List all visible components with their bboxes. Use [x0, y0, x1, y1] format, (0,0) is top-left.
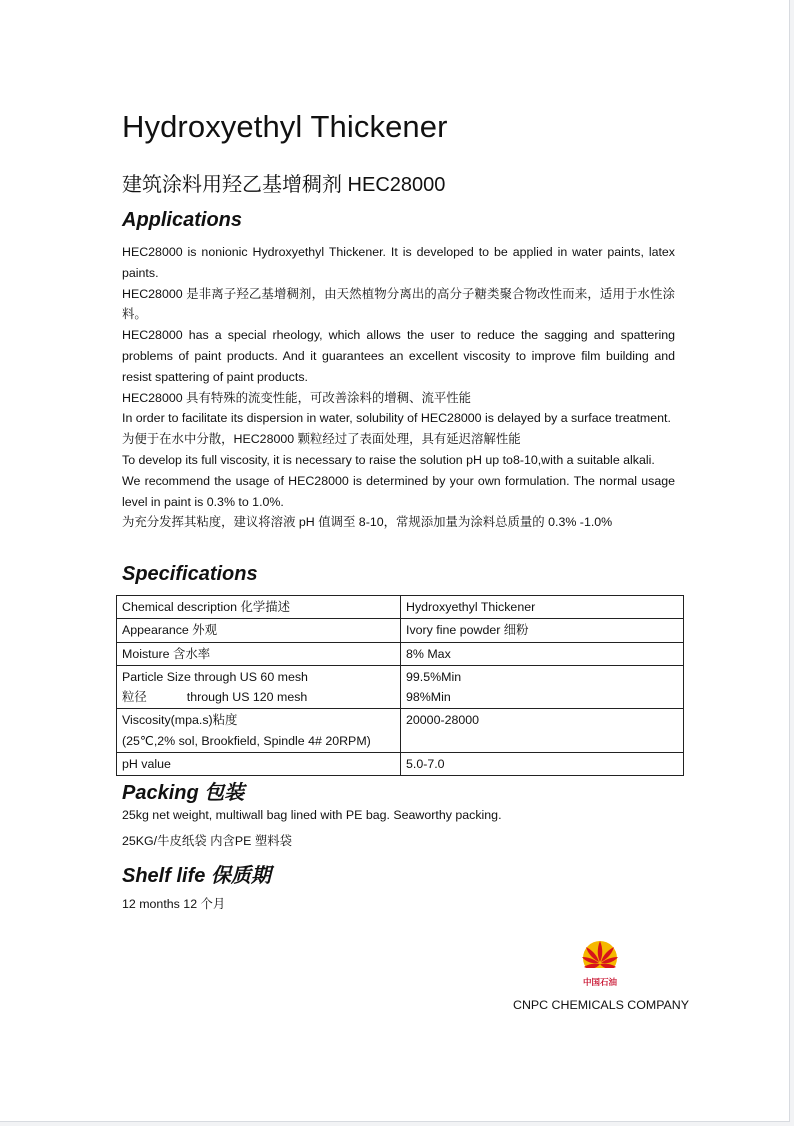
- table-row: [117, 665, 684, 709]
- spec-value-line: 98%Min: [406, 690, 451, 705]
- document-subtitle: 建筑涂料用羟乙基增稠剂 HEC28000: [122, 174, 446, 196]
- paragraph: In order to facilitate its dispersion in water, solubility of HEC28000 is delayed by a surface treatment.: [122, 411, 671, 426]
- applications-body: [122, 242, 675, 533]
- paragraph: HEC28000 具有特殊的流变性能，可改善涂料的增稠、流平性能: [122, 390, 472, 405]
- table-row: [117, 619, 684, 642]
- paragraph: 为便于在水中分散，HEC28000 颗粒经过了表面处理，具有延迟溶解性能: [122, 432, 521, 447]
- spec-label: Chemical description 化学描述: [117, 596, 401, 619]
- table-row: [117, 596, 684, 619]
- specifications-heading: Specifications: [122, 563, 258, 585]
- spec-label-part: through US 120 mesh: [186, 690, 308, 705]
- shelf-life-line: 12 months 12 个月: [122, 897, 226, 911]
- paragraph: HEC28000 is nonionic Hydroxyethyl Thickener. It is developed to be applied in water paints, latex paints.: [122, 245, 675, 280]
- spec-value-line: 99.5%Min: [406, 669, 462, 684]
- table-row: [117, 642, 684, 665]
- document-title: Hydroxyethyl Thickener: [122, 109, 448, 144]
- spec-label: [117, 665, 401, 709]
- spec-label-line: (25℃,2% sol, Brookfield, Spindle 4# 20RPM): [122, 733, 371, 748]
- spec-label: pH value: [117, 753, 401, 776]
- applications-heading: Applications: [122, 209, 243, 231]
- paragraph: 为充分发挥其粘度，建议将溶液 pH 值调至 8-10，常规添加量为涂料总质量的 0.3% -1.0%: [122, 515, 613, 530]
- specifications-table: [116, 595, 684, 776]
- spec-value: Ivory fine powder 细粉: [401, 619, 684, 642]
- paragraph: HEC28000 has a special rheology, which allows the user to reduce the sagging and spattering problems of paint products. And it guarantees an excellent viscosity to improve film building and resist spattering of paint products.: [122, 328, 675, 384]
- spec-value: Hydroxyethyl Thickener: [401, 596, 684, 619]
- spec-label: [117, 709, 401, 753]
- spec-value: 8% Max: [401, 642, 684, 665]
- spec-value: 5.0-7.0: [401, 753, 684, 776]
- spec-label: Appearance 外观: [117, 619, 401, 642]
- packing-heading: Packing 包装: [122, 782, 245, 804]
- spec-value: [401, 665, 684, 709]
- packing-line: 25kg net weight, multiwall bag lined with PE bag. Seaworthy packing.: [122, 808, 502, 822]
- packing-line: 25KG/牛皮纸袋 内含PE 塑料袋: [122, 834, 293, 848]
- logo-text: 中国石油: [582, 977, 617, 987]
- spec-label-part: 粒径: [122, 690, 147, 705]
- company-name: CNPC CHEMICALS COMPANY: [513, 998, 690, 1012]
- paragraph: We recommend the usage of HEC28000 is determined by your own formulation. The normal usage level in paint is 0.3% to 1.0%.: [122, 473, 675, 509]
- spec-label: Moisture 含水率: [117, 642, 401, 665]
- spec-label-line: [122, 687, 395, 707]
- spec-label-line: Particle Size through US 60 mesh: [122, 669, 308, 684]
- paragraph: HEC28000 是非离子羟乙基增稠剂，由天然植物分离出的高分子糖类聚合物改性而来，适用于水性涂料。: [122, 286, 675, 322]
- table-row: [117, 709, 684, 753]
- shelf-life-heading: Shelf life 保质期: [122, 865, 271, 887]
- paragraph: To develop its full viscosity, it is necessary to raise the solution pH up to8-10,with a suitable alkali.: [122, 452, 655, 467]
- table-row: [117, 753, 684, 776]
- spec-value: 20000-28000: [401, 709, 684, 753]
- spec-label-line: Viscosity(mpa.s)粘度: [122, 713, 238, 728]
